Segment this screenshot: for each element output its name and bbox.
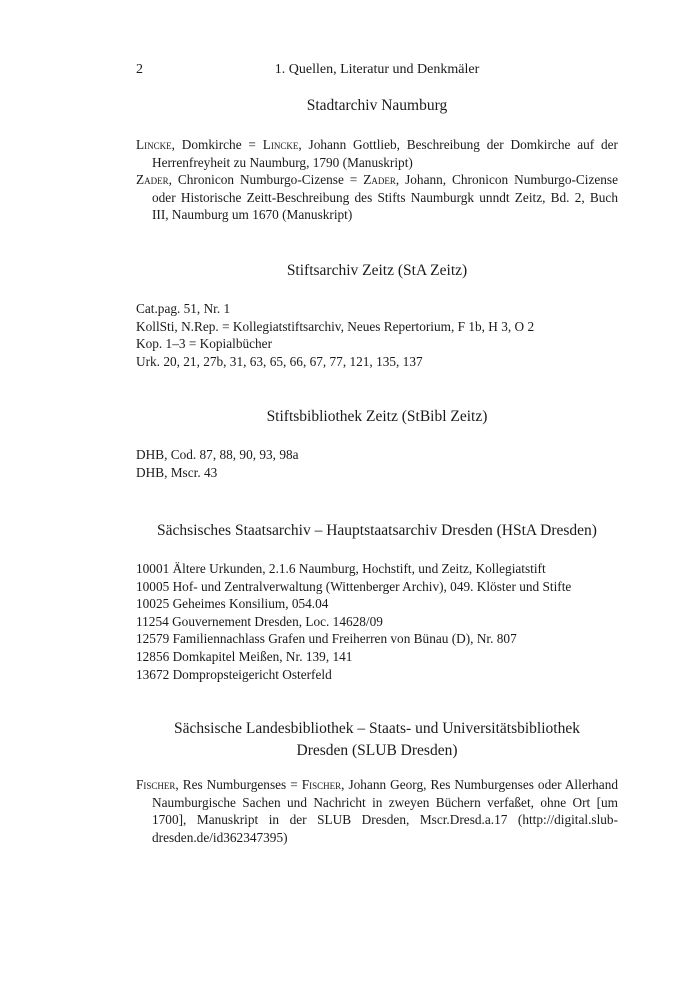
author-key: Zader — [363, 172, 396, 188]
list-item: Kop. 1–3 = Kopialbücher — [136, 336, 273, 352]
section-title-slub — [136, 718, 618, 762]
list-item: 11254 Gouvernement Dresden, Loc. 14628/09 — [136, 613, 383, 629]
list-item: 10025 Geheimes Konsilium, 054.04 — [136, 596, 329, 612]
list-item: 10001 Ältere Urkunden, 2.1.6 Naumburg, Hochstift, und Zeitz, Kollegiatstift — [136, 561, 546, 576]
slub-entries — [136, 776, 618, 846]
list-item: Cat.pag. 51, Nr. 1 — [136, 301, 231, 316]
page-header — [136, 62, 618, 82]
section-title-stbibl: Stiftsbibliothek Zeitz (StBibl Zeitz) — [266, 408, 488, 425]
hsta-list — [136, 560, 618, 683]
author-key: Lincke — [136, 137, 172, 152]
author-key: Lincke — [262, 137, 299, 152]
entry-full-title: , Johann, Chronicon Numburgo-Cizense oder Historische Zeitt-Beschreibung des Stifts Naumburgk unndt Zeitz, Bd. 2, Buch III, Naumburg um 1670 (Manuskript) — [152, 172, 618, 223]
list-item: DHB, Mscr. 43 — [136, 464, 218, 480]
entry-short-title: , Res Numburgenses = — [175, 777, 302, 792]
section-title-slub-line2: Dresden (SLUB Dresden) — [296, 742, 458, 759]
page-number: 2 — [136, 62, 143, 77]
section-title-zeitz: Stiftsarchiv Zeitz (StA Zeitz) — [286, 262, 468, 279]
section-title-naumburg: Stadtarchiv Naumburg — [306, 97, 448, 114]
section-title-hsta: Sächsisches Staatsarchiv – Hauptstaatsarchiv Dresden (HStA Dresden) — [157, 522, 597, 539]
author-key: Fischer — [301, 777, 342, 792]
list-item: Urk. 20, 21, 27b, 31, 63, 65, 66, 67, 77, 121, 135, 137 — [136, 353, 423, 369]
list-item: KollSti, N.Rep. = Kollegiatstiftsarchiv, Neues Repertorium, F 1b, H 3, O 2 — [136, 318, 535, 334]
entry-full-title: , Johann Georg, Res Numburgenses oder Allerhand Naumburgische Sachen und Nachricht in zweyen Büchern verfaßet, ohne Ort [um 1700], Manuskript in der SLUB Dresden, Mscr.Dresd.a.17 (http://digital.slub-dresden.de/id362347395) — [152, 777, 618, 845]
section-title-slub-line1: Sächsische Landesbibliothek – Staats- und Universitätsbibliothek — [174, 720, 580, 737]
bib-entry-zader — [136, 171, 618, 224]
stbibl-list — [136, 446, 618, 481]
bib-entry-lincke — [136, 136, 618, 171]
list-item: 13672 Dompropsteigericht Osterfeld — [136, 666, 332, 682]
list-item: 12579 Familiennachlass Grafen und Freiherren von Bünau (D), Nr. 807 — [136, 631, 517, 647]
naumburg-entries — [136, 136, 618, 224]
running-title: 1. Quellen, Literatur und Denkmäler — [274, 62, 480, 77]
author-key: Zader — [136, 172, 169, 188]
entry-short-title: , Chronicon Numburgo-Cizense = — [168, 172, 364, 188]
author-key: Fischer — [136, 777, 176, 792]
list-item: 12856 Domkapitel Meißen, Nr. 139, 141 — [136, 648, 353, 664]
list-item: DHB, Cod. 87, 88, 90, 93, 98a — [136, 447, 299, 462]
entry-short-title: , Domkirche = — [171, 137, 263, 152]
list-item: 10005 Hof- und Zentralverwaltung (Wittenberger Archiv), 049. Klöster und Stifte — [136, 578, 572, 594]
zeitz-list — [136, 300, 618, 370]
entry-full-title: , Johann Gottlieb, Beschreibung der Domkirche auf der Herrenfreyheit zu Naumburg, 1790 (Manuskript) — [152, 137, 618, 170]
bib-entry-fischer — [136, 776, 618, 846]
